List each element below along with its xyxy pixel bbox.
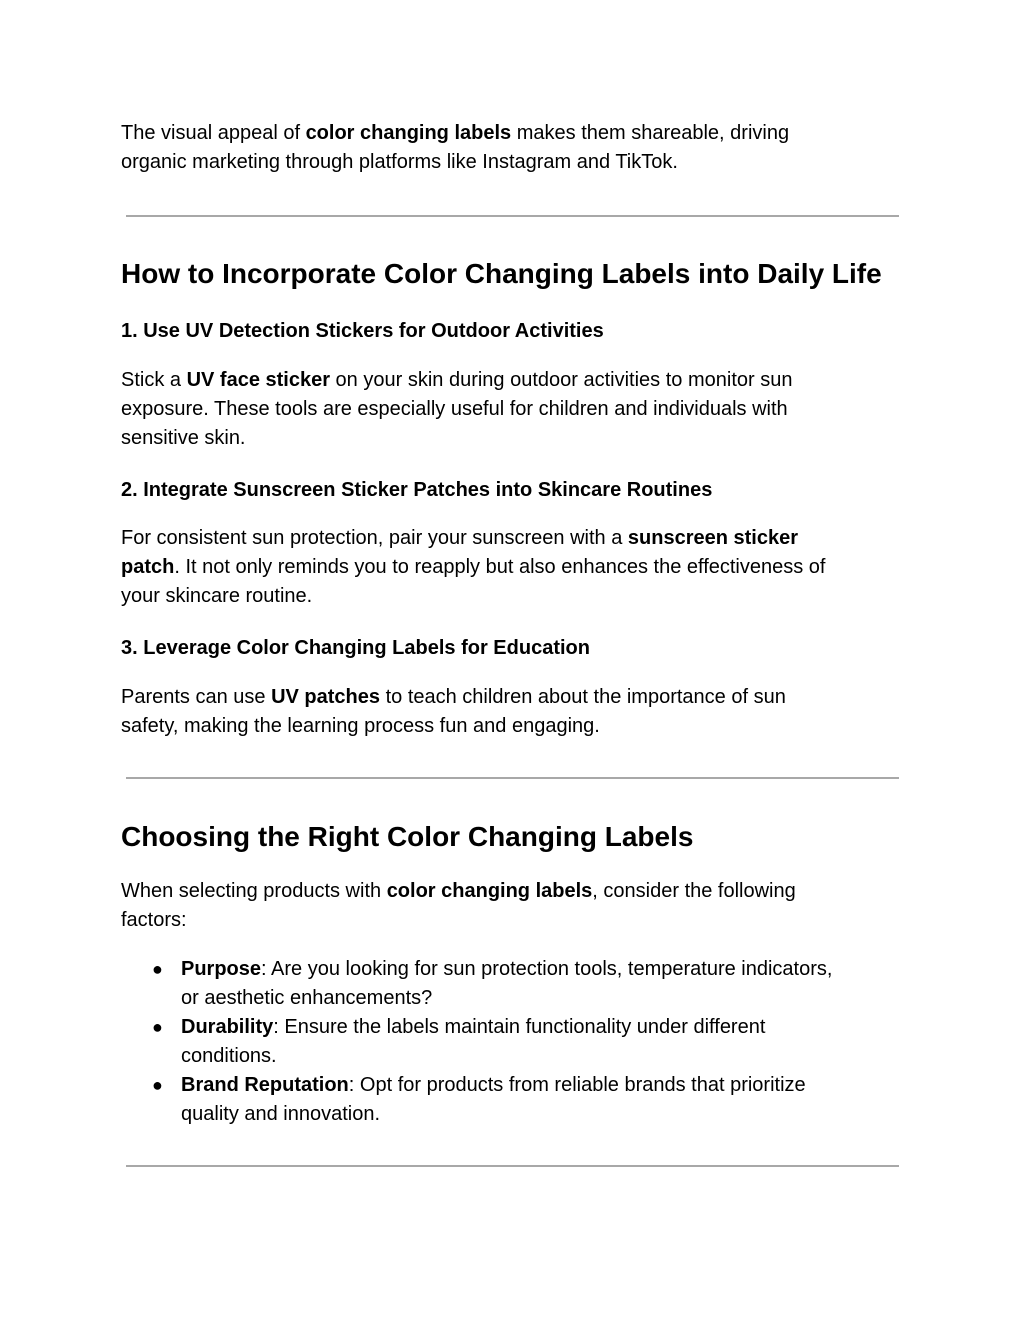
paragraph-text: Stick a <box>121 369 187 391</box>
bold-phrase: UV face sticker <box>186 369 330 391</box>
list-item-text: or aesthetic enhancements? <box>181 987 433 1009</box>
bullet-icon: ● <box>152 1075 163 1095</box>
paragraph-text: sensitive skin. <box>121 427 246 449</box>
divider <box>126 777 899 779</box>
paragraph-text: Parents can use <box>121 686 272 708</box>
factor-list <box>121 955 901 1129</box>
subsection-paragraph <box>121 683 901 741</box>
section-heading: How to Incorporate Color Changing Labels into Daily Life <box>121 258 882 289</box>
list-item-text: : Opt for products from reliable brands that prioritize <box>348 1074 806 1096</box>
intro-text: The visual appeal of <box>121 122 306 144</box>
list-item-term: Durability <box>181 1016 274 1038</box>
intro-text: organic marketing through platforms like Instagram and TikTok. <box>121 151 678 173</box>
bold-phrase: sunscreen sticker <box>627 527 799 549</box>
list-item-text: : Ensure the labels maintain functionality under different <box>273 1016 766 1038</box>
paragraph-text: to teach children about the importance of sun <box>380 686 786 708</box>
bullet-icon: ● <box>152 1017 163 1037</box>
paragraph-text: exposure. These tools are especially useful for children and individuals with <box>121 398 788 420</box>
paragraph-text: , consider the following <box>592 880 796 902</box>
section-heading: Choosing the Right Color Changing Labels <box>121 821 694 852</box>
intro-bold-phrase: color changing labels <box>305 122 512 144</box>
bold-phrase: color changing labels <box>386 880 593 902</box>
list-item <box>121 1071 901 1129</box>
list-item-text: conditions. <box>181 1045 277 1067</box>
list-item-term: Purpose <box>181 958 262 980</box>
divider <box>126 215 899 217</box>
paragraph-text: on your skin during outdoor activities to monitor sun <box>330 369 793 391</box>
paragraph-text: factors: <box>121 909 187 931</box>
list-item-term: Brand Reputation <box>181 1074 349 1096</box>
paragraph-text: For consistent sun protection, pair your sunscreen with a <box>121 527 628 549</box>
subsection-heading: 1. Use UV Detection Stickers for Outdoor Activities <box>121 320 604 342</box>
subsection-paragraph <box>121 366 901 453</box>
bullet-icon: ● <box>152 959 163 979</box>
paragraph-text: your skincare routine. <box>121 585 313 607</box>
list-item <box>121 1013 901 1071</box>
list-item-text: quality and innovation. <box>181 1103 381 1125</box>
bold-phrase: UV patches <box>271 686 381 708</box>
paragraph-text: . It not only reminds you to reapply but also enhances the effectiveness of <box>174 556 826 578</box>
bold-phrase: patch <box>121 556 175 578</box>
section-intro-paragraph <box>121 877 901 935</box>
subsection-paragraph <box>121 524 901 611</box>
paragraph-text: When selecting products with <box>121 880 387 902</box>
subsection-heading: 3. Leverage Color Changing Labels for Education <box>121 637 590 659</box>
list-item <box>121 955 901 1013</box>
subsection-heading: 2. Integrate Sunscreen Sticker Patches into Skincare Routines <box>121 479 713 501</box>
intro-text: makes them shareable, driving <box>511 122 790 144</box>
list-item-text: : Are you looking for sun protection tools, temperature indicators, <box>261 958 833 980</box>
paragraph-text: safety, making the learning process fun and engaging. <box>121 715 600 737</box>
intro-paragraph <box>121 119 901 177</box>
divider <box>126 1165 899 1167</box>
